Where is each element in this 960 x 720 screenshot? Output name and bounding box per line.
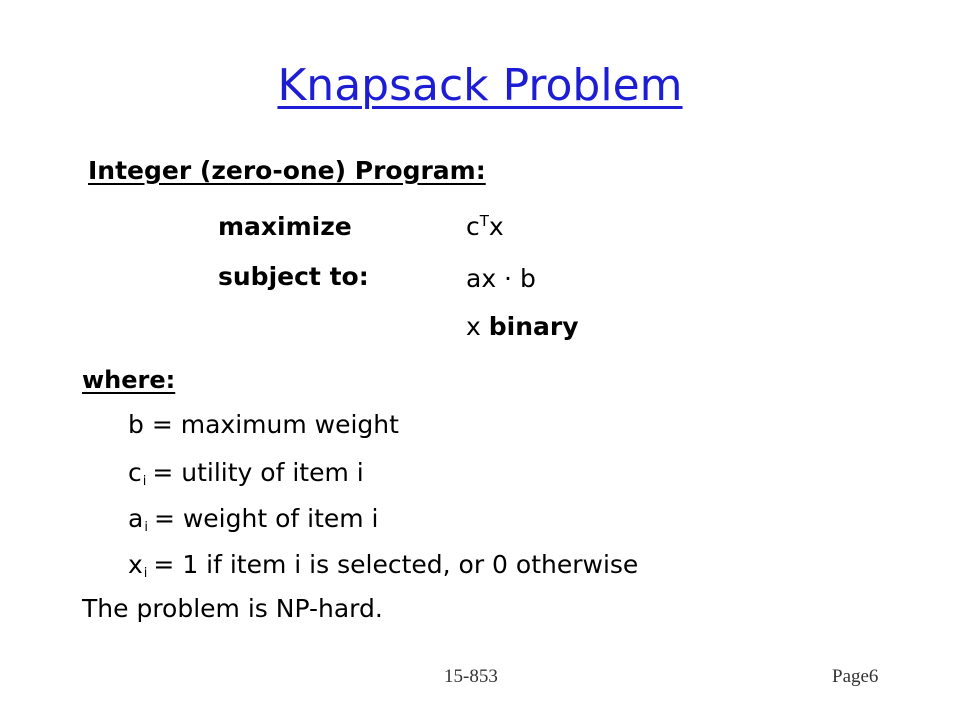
- maximize-label: maximize: [218, 212, 352, 241]
- objective-expression: $c^Tx$: [466, 212, 504, 241]
- program-subtitle: Integer (zero-one) Program:: [88, 156, 486, 185]
- subject-to-label: subject to:: [218, 262, 369, 291]
- binary-constraint: x binary: [466, 312, 579, 341]
- definition-a: $a_i$ = weight of item i: [128, 504, 379, 535]
- footer-course: 15-853: [444, 666, 498, 687]
- definition-c: $c_i$ = utility of item i: [128, 458, 364, 489]
- slide-title: Knapsack Problem: [277, 60, 683, 111]
- np-hard-statement: The problem is NP-hard.: [82, 594, 383, 623]
- definition-b: b = maximum weight: [128, 410, 399, 439]
- where-label: where:: [82, 366, 176, 394]
- definition-x: $x_i = 1$ if item i is selected, or 0 otherwise: [128, 550, 639, 581]
- constraint-expression: ax · b: [466, 264, 536, 293]
- footer-page: Page6: [832, 666, 879, 687]
